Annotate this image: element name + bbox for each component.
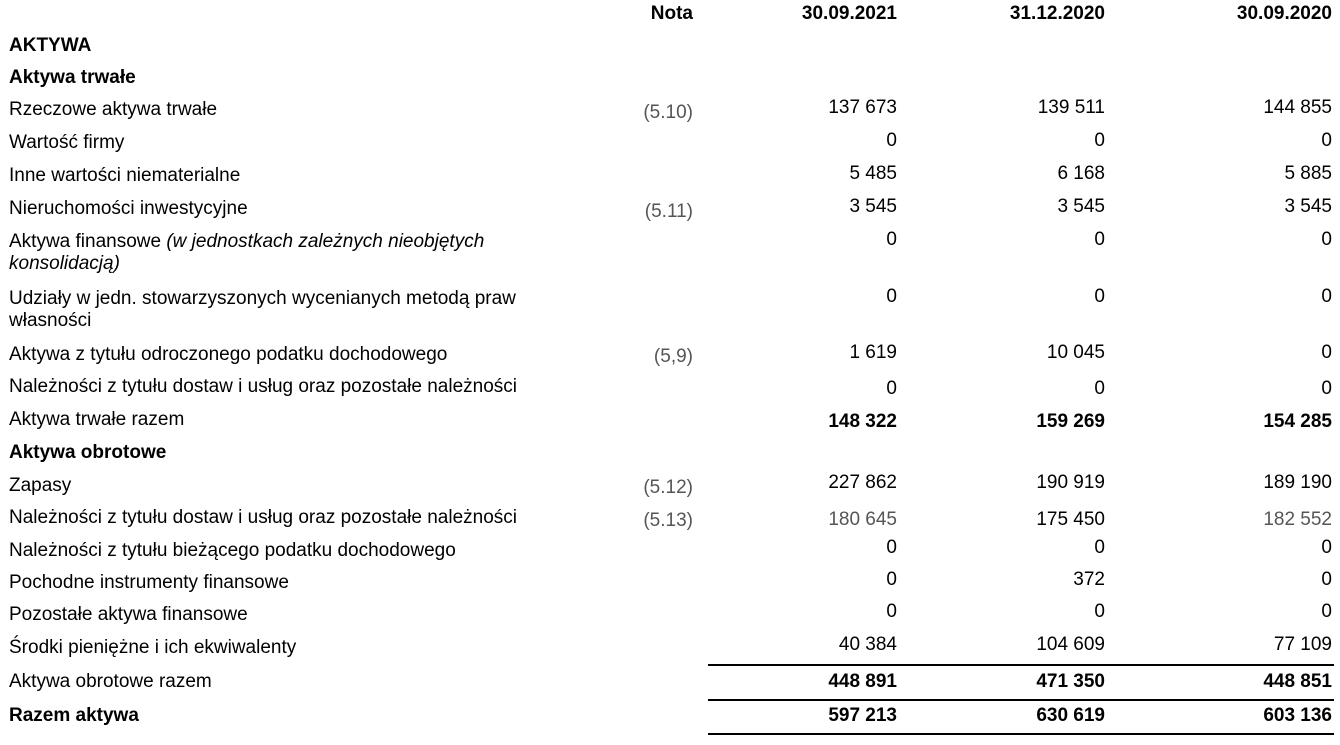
row-value-3: 0 xyxy=(1321,286,1332,307)
grand-total-value-3: 603 136 xyxy=(1263,705,1332,726)
row-label: Należności z tytułu dostaw i usług oraz pozostałe należności xyxy=(9,507,517,528)
subtotal-value-3: 154 285 xyxy=(1263,411,1332,432)
row-value-2: 0 xyxy=(1094,286,1105,307)
row-label: Rzeczowe aktywa trwałe xyxy=(9,99,218,120)
row-value-3: 0 xyxy=(1321,229,1332,250)
grand-total-label: Razem aktywa xyxy=(9,705,139,726)
row-value-3: 3 545 xyxy=(1284,196,1332,217)
subtotal-label: Aktywa trwałe razem xyxy=(9,409,185,430)
row-label: Należności z tytułu dostaw i usług oraz pozostałe należności xyxy=(9,376,517,397)
row-value-2: 372 xyxy=(1073,569,1105,590)
row-value-1: 40 384 xyxy=(838,634,897,655)
bottom-divider-line xyxy=(708,733,1334,735)
subtotal-value-2: 471 350 xyxy=(1036,671,1105,692)
row-value-1: 0 xyxy=(886,601,897,622)
row-label xyxy=(9,231,599,275)
subtotal-value-3: 448 851 xyxy=(1263,671,1332,692)
row-value-2: 190 919 xyxy=(1036,472,1105,493)
row-value-2: 0 xyxy=(1094,378,1105,399)
row-value-1: 180 645 xyxy=(828,509,897,530)
subtotal-value-2: 159 269 xyxy=(1036,411,1105,432)
row-value-3: 0 xyxy=(1321,537,1332,558)
row-value-3: 182 552 xyxy=(1263,509,1332,530)
row-value-3: 0 xyxy=(1321,569,1332,590)
row-value-1: 137 673 xyxy=(828,97,897,118)
row-value-3: 0 xyxy=(1321,130,1332,151)
row-value-1: 5 485 xyxy=(849,163,897,184)
row-value-2: 0 xyxy=(1094,229,1105,250)
row-value-1: 0 xyxy=(886,130,897,151)
row-value-1: 0 xyxy=(886,378,897,399)
row-value-1: 0 xyxy=(886,569,897,590)
fixed-assets-title: Aktywa trwałe xyxy=(9,67,136,88)
row-value-1: 3 545 xyxy=(849,196,897,217)
row-note: (5.11) xyxy=(644,201,693,222)
row-label: Inne wartości niematerialne xyxy=(9,165,241,186)
row-value-1: 0 xyxy=(886,537,897,558)
note-column-header: Nota xyxy=(650,3,693,24)
row-value-1: 0 xyxy=(886,229,897,250)
row-value-3: 0 xyxy=(1321,378,1332,399)
date-column-header-2: 31.12.2020 xyxy=(1009,3,1105,24)
row-note: (5.12) xyxy=(643,477,693,498)
grand-total-divider-line xyxy=(708,699,1334,701)
row-value-2: 175 450 xyxy=(1036,509,1105,530)
row-value-3: 0 xyxy=(1321,601,1332,622)
row-label: Wartość firmy xyxy=(9,132,125,153)
row-value-2: 3 545 xyxy=(1057,196,1105,217)
row-label: Należności z tytułu bieżącego podatku dochodowego xyxy=(9,540,456,561)
grand-total-value-1: 597 213 xyxy=(828,705,897,726)
row-value-2: 0 xyxy=(1094,601,1105,622)
row-value-2: 0 xyxy=(1094,537,1105,558)
row-label-qualifier: (w jednostkach zależnych nieobjętych konsolidacją) xyxy=(9,231,485,274)
row-value-3: 189 190 xyxy=(1263,472,1332,493)
row-label: Pochodne instrumenty finansowe xyxy=(9,572,289,593)
section-title: AKTYWA xyxy=(9,35,92,56)
row-label-main: Aktywa finansowe xyxy=(9,231,162,252)
date-column-header-1: 30.09.2021 xyxy=(801,3,897,24)
row-note: (5.10) xyxy=(643,102,693,123)
row-note: (5,9) xyxy=(653,346,693,367)
date-column-header-3: 30.09.2020 xyxy=(1236,3,1332,24)
row-value-2: 10 045 xyxy=(1046,342,1105,363)
row-value-2: 0 xyxy=(1094,130,1105,151)
row-label: Zapasy xyxy=(9,475,72,496)
row-label: Pozostałe aktywa finansowe xyxy=(9,604,248,625)
subtotal-label: Aktywa obrotowe razem xyxy=(9,671,212,692)
row-value-2: 139 511 xyxy=(1037,97,1105,118)
row-value-3: 5 885 xyxy=(1284,163,1332,184)
total-divider-line xyxy=(708,664,1334,666)
current-assets-title: Aktywa obrotowe xyxy=(9,442,167,463)
row-value-2: 104 609 xyxy=(1036,634,1105,655)
row-value-3: 144 855 xyxy=(1263,97,1332,118)
row-label: Nieruchomości inwestycyjne xyxy=(9,198,248,219)
row-value-2: 6 168 xyxy=(1057,163,1105,184)
row-label: Aktywa z tytułu odroczonego podatku dochodowego xyxy=(9,344,448,365)
row-value-1: 1 619 xyxy=(849,342,897,363)
row-value-3: 77 109 xyxy=(1273,634,1332,655)
subtotal-value-1: 148 322 xyxy=(828,411,897,432)
row-label: Udziały w jedn. stowarzyszonych wycenianych metodą praw własności xyxy=(9,288,516,331)
row-note: (5.13) xyxy=(643,510,693,531)
grand-total-value-2: 630 619 xyxy=(1036,705,1105,726)
row-value-1: 0 xyxy=(886,286,897,307)
row-label: Środki pieniężne i ich ekwiwalenty xyxy=(9,637,297,658)
row-value-1: 227 862 xyxy=(828,472,897,493)
row-value-3: 0 xyxy=(1321,342,1332,363)
subtotal-value-1: 448 891 xyxy=(828,671,897,692)
